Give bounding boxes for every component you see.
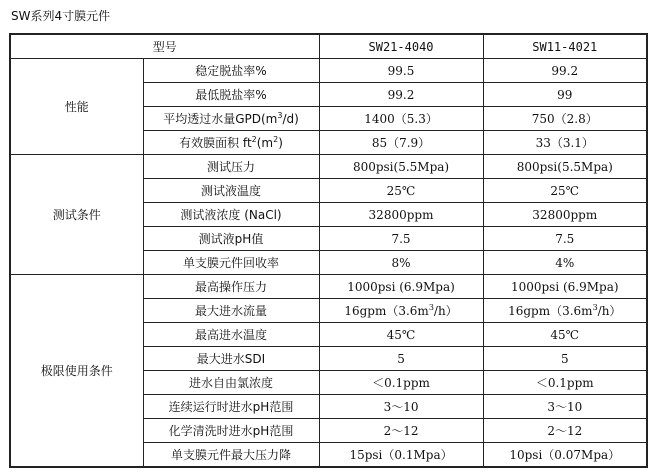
param-label: 测试压力: [143, 155, 319, 179]
param-text: /d): [282, 111, 299, 126]
header-row: [10, 34, 647, 59]
header-model-2: SW11-4021: [483, 34, 647, 59]
param-text: (m: [256, 135, 274, 150]
value-model-1: 7.5: [319, 227, 483, 251]
value-model-1: 2～12: [319, 419, 483, 443]
group-label-test-conditions: 测试条件: [10, 155, 143, 275]
value-model-2: 32800ppm: [483, 203, 647, 227]
value-model-1: 25℃: [319, 179, 483, 203]
param-label: 单支膜元件最大压力降: [143, 443, 319, 468]
param-text: 平均透过水量GPD(m: [163, 111, 278, 126]
value-model-2: ＜0.1ppm: [483, 371, 647, 395]
value-text: /h）: [433, 303, 458, 318]
superscript: 3: [428, 302, 434, 312]
value-model-1: 15psi（0.1Mpa）: [319, 443, 483, 468]
value-model-1: 99.2: [319, 83, 483, 107]
param-label: 化学清洗时进水pH范围: [143, 419, 319, 443]
param-label: 最大进水SDI: [143, 347, 319, 371]
value-model-1: ＜0.1ppm: [319, 371, 483, 395]
value-model-2: 7.5: [483, 227, 647, 251]
superscript: 3: [592, 302, 598, 312]
value-model-1: 3～10: [319, 395, 483, 419]
param-label: 单支膜元件回收率: [143, 251, 319, 275]
param-label: 最高操作压力: [143, 275, 319, 299]
table-row: [10, 155, 647, 179]
value-model-2: 25℃: [483, 179, 647, 203]
value-model-2: 33（3.1）: [483, 131, 647, 155]
value-model-2: 99: [483, 83, 647, 107]
value-model-2: 10psi（0.07Mpa）: [483, 443, 647, 468]
param-label: [143, 131, 319, 155]
value-model-2: 45℃: [483, 323, 647, 347]
header-model-1: SW21-4040: [319, 34, 483, 59]
table-row: [10, 59, 647, 83]
param-label: 连续运行时进水pH范围: [143, 395, 319, 419]
value-model-1: 1400（5.3）: [319, 107, 483, 131]
param-label: 测试液pH值: [143, 227, 319, 251]
value-model-2: 750（2.8）: [483, 107, 647, 131]
value-model-2: 4%: [483, 251, 647, 275]
group-label-performance: 性能: [10, 59, 143, 155]
value-model-1: 8%: [319, 251, 483, 275]
table-row: [10, 275, 647, 299]
table-caption: SW系列4寸膜元件: [11, 9, 111, 23]
value-model-1: 32800ppm: [319, 203, 483, 227]
value-model-2: 3～10: [483, 395, 647, 419]
value-model-2: 1000psi (6.9Mpa): [483, 275, 647, 299]
value-model-1: 5: [319, 347, 483, 371]
superscript: 2: [251, 134, 257, 144]
value-model-1: 85（7.9）: [319, 131, 483, 155]
param-label: 最高进水温度: [143, 323, 319, 347]
value-model-1: 99.5: [319, 59, 483, 83]
value-model-1: [319, 299, 483, 323]
header-model-label: 型号: [10, 34, 319, 59]
value-model-2: [483, 299, 647, 323]
value-model-2: 800psi(5.5Mpa): [483, 155, 647, 179]
param-label: 最大进水流量: [143, 299, 319, 323]
param-label: 测试液温度: [143, 179, 319, 203]
param-label: [143, 107, 319, 131]
spec-table: [9, 33, 648, 468]
value-model-1: 1000psi (6.9Mpa): [319, 275, 483, 299]
value-model-2: 5: [483, 347, 647, 371]
superscript: 2: [273, 134, 279, 144]
superscript: 3: [277, 110, 283, 120]
param-label: 测试液浓度 (NaCl): [143, 203, 319, 227]
param-text: 有效膜面积 ft: [179, 135, 252, 150]
value-model-1: 45℃: [319, 323, 483, 347]
value-text: 16gpm（3.6m: [344, 303, 429, 318]
param-label: 进水自由氯浓度: [143, 371, 319, 395]
param-label: 最低脱盐率%: [143, 83, 319, 107]
value-model-2: 99.2: [483, 59, 647, 83]
param-label: 稳定脱盐率%: [143, 59, 319, 83]
group-label-limit-conditions: 极限使用条件: [10, 275, 143, 468]
param-text: ): [278, 135, 283, 150]
value-text: /h）: [597, 303, 622, 318]
value-model-1: 800psi(5.5Mpa): [319, 155, 483, 179]
value-text: 16gpm（3.6m: [508, 303, 593, 318]
value-model-2: 2～12: [483, 419, 647, 443]
